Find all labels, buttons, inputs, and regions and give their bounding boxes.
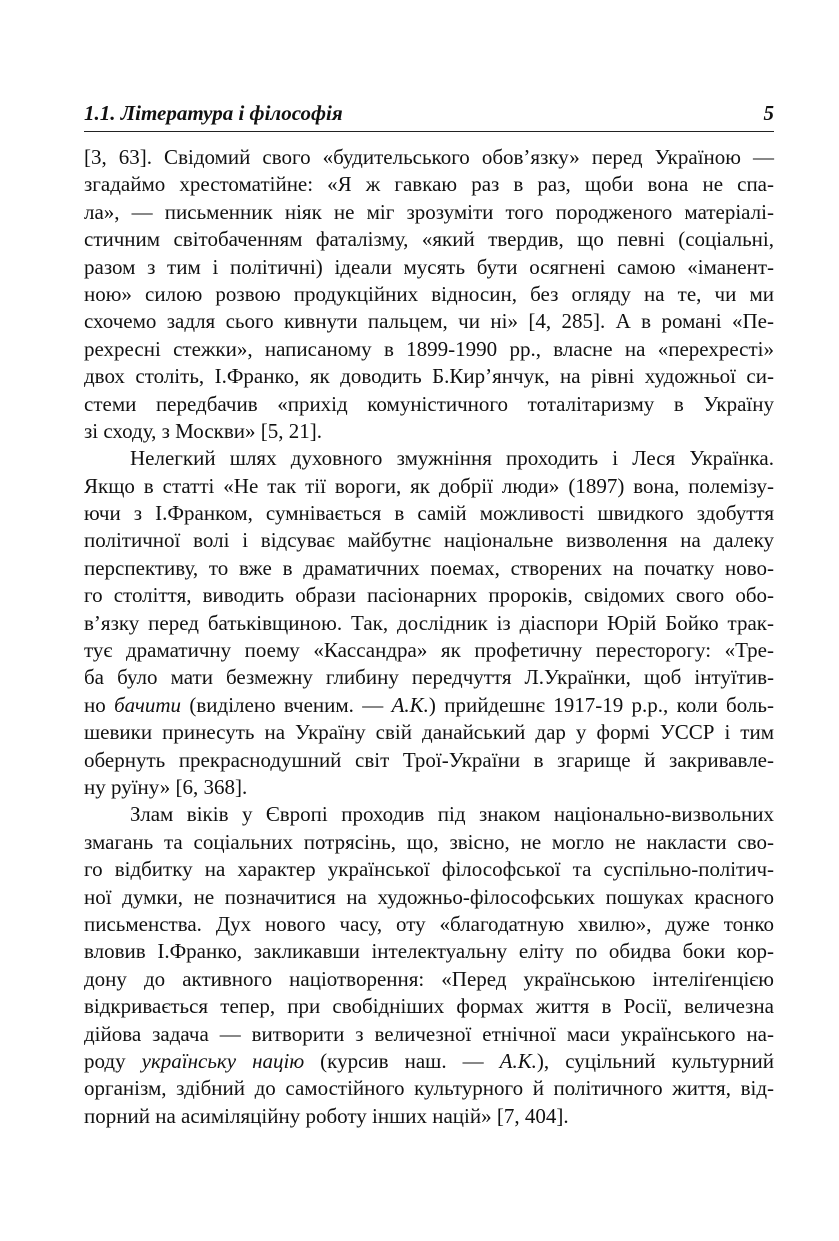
text-line: ної думки, не позначитися на художньо-філософських пошуках красного xyxy=(84,884,774,909)
text-line: шевики принесуть на Україну свій данайський дар у формі УССР і тим xyxy=(84,720,774,745)
text-line: двох століть, І.Франко, як доводить Б.Кир’янчук, на рівні художньої си- xyxy=(84,364,774,389)
italic-initials: А.К. xyxy=(499,1048,537,1073)
text-line: зі сходу, з Москви» [5, 21]. xyxy=(84,418,322,443)
text-line: письменства. Дух нового часу, оту «благодатную хвилю», дуже тонко xyxy=(84,911,774,936)
text-line: порний на асиміляційну роботу інших націй» [7, 404]. xyxy=(84,1103,569,1128)
paragraph-1 xyxy=(84,144,774,445)
italic-initials: А.К. xyxy=(391,692,429,717)
text-line: стичним світобаченням фаталізму, «який твердив, що певні (соціальні, xyxy=(84,227,774,252)
text-line: го століття, виводить образи пасіонарних пророків, свідомих свого обо- xyxy=(84,583,774,608)
text-line: згадаймо хрестоматійне: «Я ж гавкаю раз в раз, щоби вона не спа- xyxy=(84,172,774,197)
running-header xyxy=(84,101,774,132)
text-line: ючи з І.Франком, сумнівається в самій можливості швидкого здобуття xyxy=(84,501,774,526)
chapter-title: 1.1. Література і філософія xyxy=(84,101,343,125)
text-line: відкривається тепер, при свобідніших формах життя в Росії, величезна xyxy=(84,994,774,1019)
text-line: ну руїну» [6, 368]. xyxy=(84,774,248,799)
text-line: схочемо задля сього кивнути пальцем, чи ні» [4, 285]. А в романі «Пе- xyxy=(84,309,774,334)
body-text xyxy=(84,144,774,1130)
text-line: разом з тим і політичні) ідеали мусять бути осягнені самою «іманент- xyxy=(84,254,774,279)
paragraph-2 xyxy=(84,445,774,801)
italic-emphasis: бачити xyxy=(114,692,182,717)
text-line: рехресні стежки», написаному в 1899-1990 рр., власне на «перехресті» xyxy=(84,336,774,361)
text-line: тує драматичну поему «Кассандра» як профетичну пересторогу: «Тре- xyxy=(84,638,774,663)
text-line: Якщо в статті «Не так тії вороги, як добрії люди» (1897) вона, полемізу- xyxy=(84,473,774,498)
text-line: обернуть прекраснодушний світ Трої-України в згарище й закривавле- xyxy=(84,747,774,772)
text-line: змагань та соціальних потрясінь, що, звісно, не могло не накласти сво- xyxy=(84,829,774,854)
text-line: політичної волі і відсуває майбутнє національне визволення на далеку xyxy=(84,528,774,553)
text-line: вловив І.Франко, закликавши інтелектуальну еліту по обидва боки кор- xyxy=(84,939,774,964)
text-line: ною» силою розвою продукційних відносин, без огляду на те, чи ми xyxy=(84,281,774,306)
text-line: го відбитку на характер української філософської та суспільно-політич- xyxy=(84,857,774,882)
text-line: дону до активного націотворення: «Перед українською інтеліґенцією xyxy=(84,966,774,991)
text-line: Нелегкий шлях духовного змужніння проходить і Леся Українка. xyxy=(130,446,774,471)
text-line: перспективу, то вже в драматичних поемах, створених на початку ново- xyxy=(84,555,774,580)
text-line: організм, здібний до самостійного культурного й політичного життя, від- xyxy=(84,1076,774,1101)
text-line: [3, 63]. Свідомий свого «будительського обов’язку» перед Україною — xyxy=(84,145,774,169)
text-line: ла», — письменник ніяк не міг зрозуміти того породженого матеріалі- xyxy=(84,199,774,224)
text-line: стеми передбачив «прихід комуністичного тоталітаризму в Україну xyxy=(84,391,774,416)
paragraph-3 xyxy=(84,801,774,1130)
text-line: но бачити (виділено вченим. — А.К.) прийдешнє 1917-19 р.р., коли боль- xyxy=(84,692,774,717)
text-line: Злам віків у Європі проходив під знаком національно-визвольних xyxy=(130,802,774,827)
italic-emphasis: українську націю xyxy=(141,1048,305,1073)
text-line: роду українську націю (курсив наш. — А.К.), суцільний культурний xyxy=(84,1048,774,1073)
text-line: ба було мати безмежну глибину передчуття Л.Українки, щоб інтуїтив- xyxy=(84,665,774,690)
text-line: дійова задача — витворити з величезної етнічної маси українського на- xyxy=(84,1021,774,1046)
text-line: в’язку перед батьківщиною. Так, дослідник із діаспори Юрій Бойко трак- xyxy=(84,610,774,635)
page-number: 5 xyxy=(763,101,774,125)
